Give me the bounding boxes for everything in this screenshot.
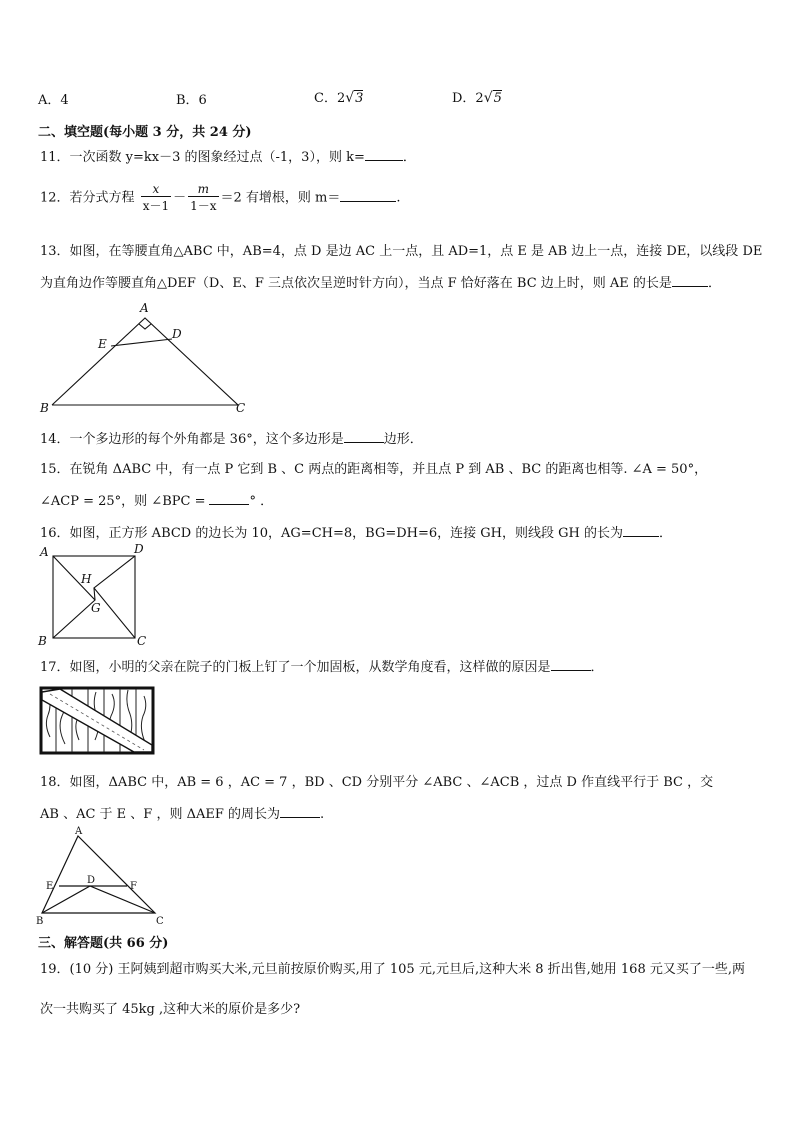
q11-end: ． bbox=[402, 150, 416, 165]
q19-line-1: 19．(10 分) 王阿姨到超市购买大米,元旦前按原价购买,用了 105 元,元旦后,这种大米 8 折出售,她用 168 元又买了一些,两 bbox=[40, 962, 745, 977]
fig18-triangle-abc bbox=[42, 836, 155, 913]
option-c-radicand: 3 bbox=[355, 91, 364, 106]
fig18-label-f: F bbox=[130, 881, 137, 892]
q18-line-2-text: AB 、AC 于 E 、F ，则 ΔAEF 的周长为 bbox=[40, 807, 280, 822]
q12-f2-numerator: m bbox=[188, 182, 218, 197]
fig18-label-c: C bbox=[156, 916, 164, 927]
fig18-label-e: E bbox=[46, 881, 54, 892]
section-2-title: 二、填空题(每小题 3 分，共 24 分) bbox=[38, 125, 252, 140]
q15-line-2-text: ∠ACP = 25°，则 ∠BPC = bbox=[40, 494, 206, 509]
q17-end: ． bbox=[590, 660, 604, 675]
q16-end: ． bbox=[658, 526, 672, 541]
q12-minus: － bbox=[173, 190, 187, 206]
fig16-label-c: C bbox=[137, 634, 147, 648]
q14-end: 边形． bbox=[383, 432, 423, 447]
q18-end: . bbox=[320, 807, 325, 822]
option-b: B．6 bbox=[176, 93, 207, 108]
q12-suffix: ＝2 有增根，则 m＝ bbox=[220, 190, 341, 206]
q14-text: 14．一个多边形的每个外角都是 36°，这个多边形是 bbox=[40, 432, 344, 447]
section-3-title: 三、解答题(共 66 分) bbox=[38, 936, 169, 951]
option-d-radicand: 5 bbox=[493, 91, 502, 106]
q13-line-2-text: 为直角边作等腰直角△DEF（D、E、F 三点依次呈逆时针方向），当点 F 恰好落在 BC 边上时，则 AE 的长是 bbox=[40, 276, 672, 291]
fig16-label-a: A bbox=[40, 545, 49, 559]
fig18-bisectors-bd-cd bbox=[42, 886, 155, 913]
option-a: A．4 bbox=[38, 93, 69, 108]
fig18-label-a: A bbox=[75, 826, 83, 837]
q11-text: 11．一次函数 y=kx－3 的图象经过点（-1，3），则 k= bbox=[40, 150, 365, 165]
fig13-label-e: E bbox=[98, 337, 107, 351]
q12-f1-numerator: x bbox=[141, 182, 171, 197]
option-c: C．2√3 bbox=[314, 90, 364, 106]
q15-line-1: 15．在锐角 ΔABC 中，有一点 P 它到 B 、C 两点的距离相等，并且点 P 到 AB 、BC 的距离也相等. ∠A = 50°， bbox=[40, 462, 708, 477]
fig16-label-b: B bbox=[38, 634, 47, 648]
fig18-label-b: B bbox=[36, 916, 44, 927]
fig13-label-a: A bbox=[140, 301, 149, 315]
q12-f1-denominator: x－1 bbox=[142, 199, 170, 213]
q15-end: ° ． bbox=[249, 494, 274, 509]
q12-prefix: 12．若分式方程 bbox=[40, 190, 135, 206]
fig18-label-d: D bbox=[87, 875, 96, 886]
fig16-label-g: G bbox=[91, 601, 101, 615]
fig16-label-d: D bbox=[134, 542, 144, 556]
fig13-label-d: D bbox=[172, 327, 182, 341]
q13-end: ． bbox=[707, 276, 721, 291]
q16-text: 16．如图，正方形 ABCD 的边长为 10，AG=CH=8，BG=DH=6，连接 GH，则线段 GH 的长为 bbox=[40, 526, 623, 541]
fig13-label-c: C bbox=[236, 401, 246, 415]
q12-end: . bbox=[396, 190, 401, 206]
q19-line-2: 次一共购买了 45kg ,这种大米的原价是多少? bbox=[40, 1002, 301, 1017]
fig13-label-b: B bbox=[40, 401, 49, 415]
q13-line-1: 13．如图，在等腰直角△ABC 中，AB=4，点 D 是边 AC 上一点，且 AD=1，点 E 是 AB 边上一点，连接 DE，以线段 DE bbox=[40, 244, 763, 259]
fig16-label-h: H bbox=[81, 572, 92, 586]
option-d: D．2√5 bbox=[452, 90, 502, 106]
option-d-prefix: D．2 bbox=[452, 91, 484, 106]
q12-f2-denominator: 1－x bbox=[190, 199, 217, 213]
option-c-prefix: C．2 bbox=[314, 91, 346, 106]
q17-text: 17．如图，小明的父亲在院子的门板上钉了一个加固板，从数学角度看，这样做的原因是 bbox=[40, 660, 551, 675]
q18-line-1: 18．如图，ΔABC 中，AB = 6 ，AC = 7 ，BD 、CD 分别平分 ∠ABC 、∠ACB ，过点 D 作直线平行于 BC ，交 bbox=[40, 775, 714, 790]
